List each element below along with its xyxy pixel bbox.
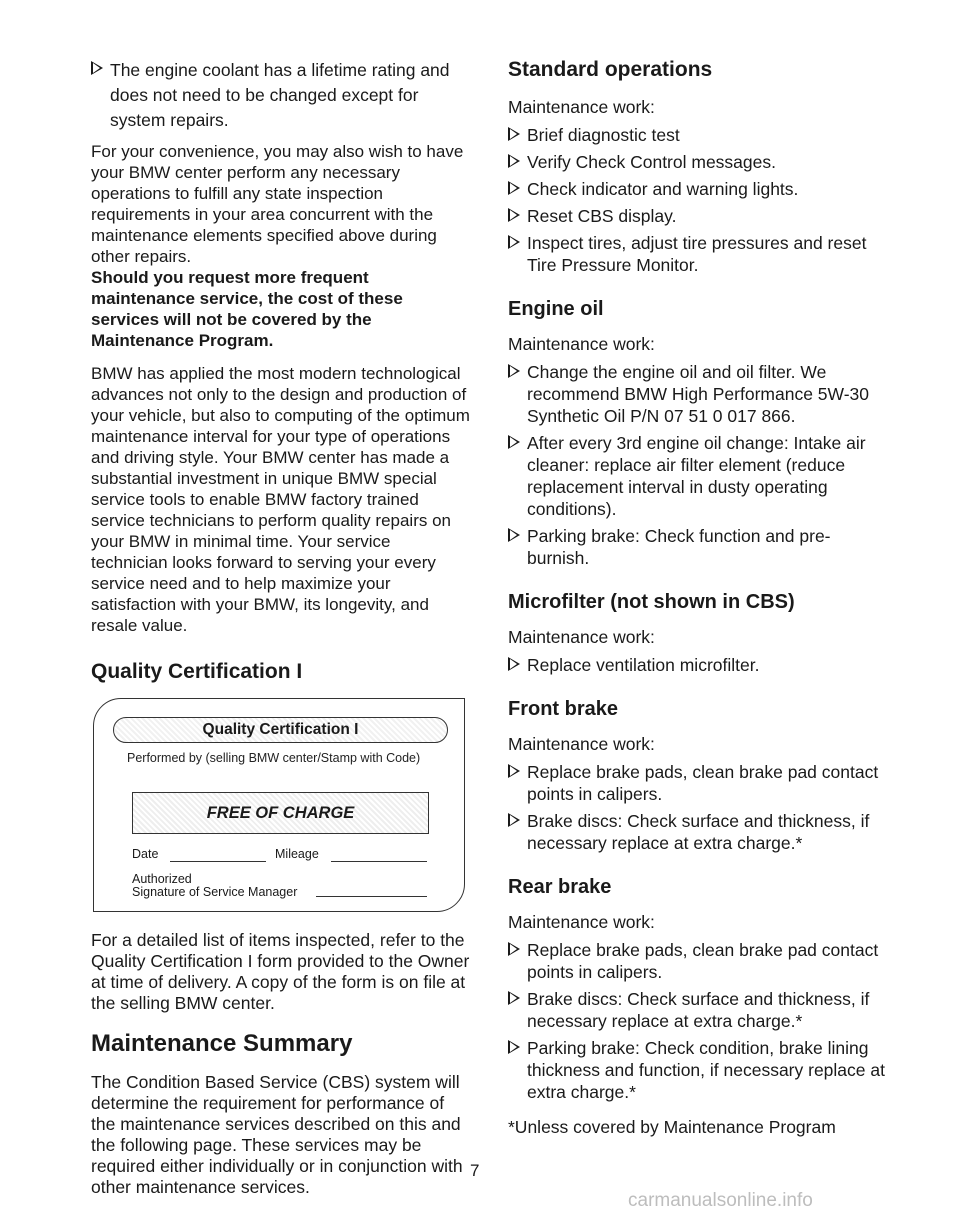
triangle-bullet-icon xyxy=(508,1040,520,1054)
list-item: Verify Check Control messages. xyxy=(508,151,888,173)
triangle-bullet-icon xyxy=(508,813,520,827)
list-item: Replace brake pads, clean brake pad contact points in calipers. xyxy=(508,761,888,805)
standard-operations-heading: Standard operations xyxy=(508,58,713,81)
form-performed-by: Performed by (selling BMW center/Stamp with Code) xyxy=(127,751,421,765)
microfilter-heading: Microfilter (not shown in CBS) xyxy=(508,591,795,613)
form-date-label: Date xyxy=(132,847,159,861)
triangle-bullet-icon xyxy=(508,154,520,168)
front-brake-heading: Front brake xyxy=(508,698,619,720)
form-title: Quality Certification I xyxy=(113,717,448,743)
form-mileage-label: Mileage xyxy=(275,847,319,861)
right-column xyxy=(508,58,888,1138)
triangle-bullet-icon xyxy=(508,364,520,378)
list-item: Change the engine oil and oil filter. We recommend BMW High Performance 5W-30 Synthetic Oil P/N 07 51 0 017 866. xyxy=(508,361,888,427)
summary-paragraph: The Condition Based Service (CBS) system will determine the requirement for performance of the maintenance services described on this and the following page. These services may be required either individually or in conjunction with other maintenance services. xyxy=(91,1072,463,1197)
list-item: Reset CBS display. xyxy=(508,205,888,227)
list-item: Parking brake: Check function and pre-burnish. xyxy=(508,525,888,569)
rear-brake-heading: Rear brake xyxy=(508,876,612,898)
list-item: Replace brake pads, clean brake pad contact points in calipers. xyxy=(508,939,888,983)
maintenance-label: Maintenance work: xyxy=(508,912,655,932)
form-signature-label: Signature of Service Manager xyxy=(132,885,298,899)
maintenance-label: Maintenance work: xyxy=(508,734,655,754)
date-line xyxy=(170,861,266,862)
triangle-bullet-icon xyxy=(508,127,520,141)
signature-line xyxy=(316,896,427,897)
triangle-bullet-icon xyxy=(508,942,520,956)
triangle-bullet-icon xyxy=(508,528,520,542)
list-item: Replace ventilation microfilter. xyxy=(508,654,888,676)
left-column xyxy=(91,58,471,1212)
watermark: carmanualsonline.info xyxy=(628,1190,813,1211)
list-item: Brake discs: Check surface and thickness, if necessary replace at extra charge.* xyxy=(508,810,888,854)
list-item: Brake discs: Check surface and thickness, if necessary replace at extra charge.* xyxy=(508,988,888,1032)
list-item: Brief diagnostic test xyxy=(508,124,888,146)
coolant-bullet: The engine coolant has a lifetime rating and does not need to be changed except for system repairs. xyxy=(91,58,471,133)
maintenance-summary-heading: Maintenance Summary xyxy=(91,1030,353,1057)
form-authorized-label: Authorized xyxy=(132,872,192,886)
triangle-bullet-icon xyxy=(508,208,520,222)
free-of-charge-stamp: FREE OF CHARGE xyxy=(132,792,429,834)
quality-certification-form xyxy=(93,698,465,912)
technology-paragraph: BMW has applied the most modern technological advances not only to the design and production of your vehicle, but also to computing of the optimum maintenance interval for your type of operations and driving style. Your BMW center has made a substantial investment in unique BMW special service tools to enable BMW factory trained service technicians to perform quality repairs on your BMW in minimal time. Your service technician looks forward to serving your every service need and to help maximize your satisfaction with your BMW, its longevity, and resale value. xyxy=(91,364,470,635)
list-item: After every 3rd engine oil change: Intake air cleaner: replace air filter element (reduce replacement interval in dusty operating conditions). xyxy=(508,432,888,520)
triangle-bullet-icon xyxy=(91,61,103,75)
list-item: Check indicator and warning lights. xyxy=(508,178,888,200)
maintenance-label: Maintenance work: xyxy=(508,334,655,354)
quality-certification-heading: Quality Certification I xyxy=(91,660,303,683)
footnote: *Unless covered by Maintenance Program xyxy=(508,1117,836,1137)
page-number: 7 xyxy=(470,1161,480,1180)
bold-warning-paragraph: Should you request more frequent maintenance service, the cost of these services will not be covered by the Maintenance Program. xyxy=(91,268,403,350)
triangle-bullet-icon xyxy=(508,181,520,195)
triangle-bullet-icon xyxy=(508,435,520,449)
triangle-bullet-icon xyxy=(508,657,520,671)
triangle-bullet-icon xyxy=(508,235,520,249)
convenience-paragraph: For your convenience, you may also wish to have your BMW center perform any necessary operations to fulfill any state inspection requirements in your area concurrent with the maintenance elements specified above during other repairs. xyxy=(91,142,464,266)
maintenance-label: Maintenance work: xyxy=(508,97,655,117)
maintenance-label: Maintenance work: xyxy=(508,627,655,647)
list-item: Inspect tires, adjust tire pressures and reset Tire Pressure Monitor. xyxy=(508,232,888,276)
list-item: Parking brake: Check condition, brake lining thickness and function, if necessary replace at extra charge.* xyxy=(508,1037,888,1103)
triangle-bullet-icon xyxy=(508,764,520,778)
mileage-line xyxy=(331,861,427,862)
detail-paragraph: For a detailed list of items inspected, refer to the Quality Certification I form provided to the Owner at time of delivery. A copy of the form is on file at the selling BMW center. xyxy=(91,930,470,1013)
engine-oil-heading: Engine oil xyxy=(508,298,604,320)
form-signature-block xyxy=(132,873,297,899)
triangle-bullet-icon xyxy=(508,991,520,1005)
